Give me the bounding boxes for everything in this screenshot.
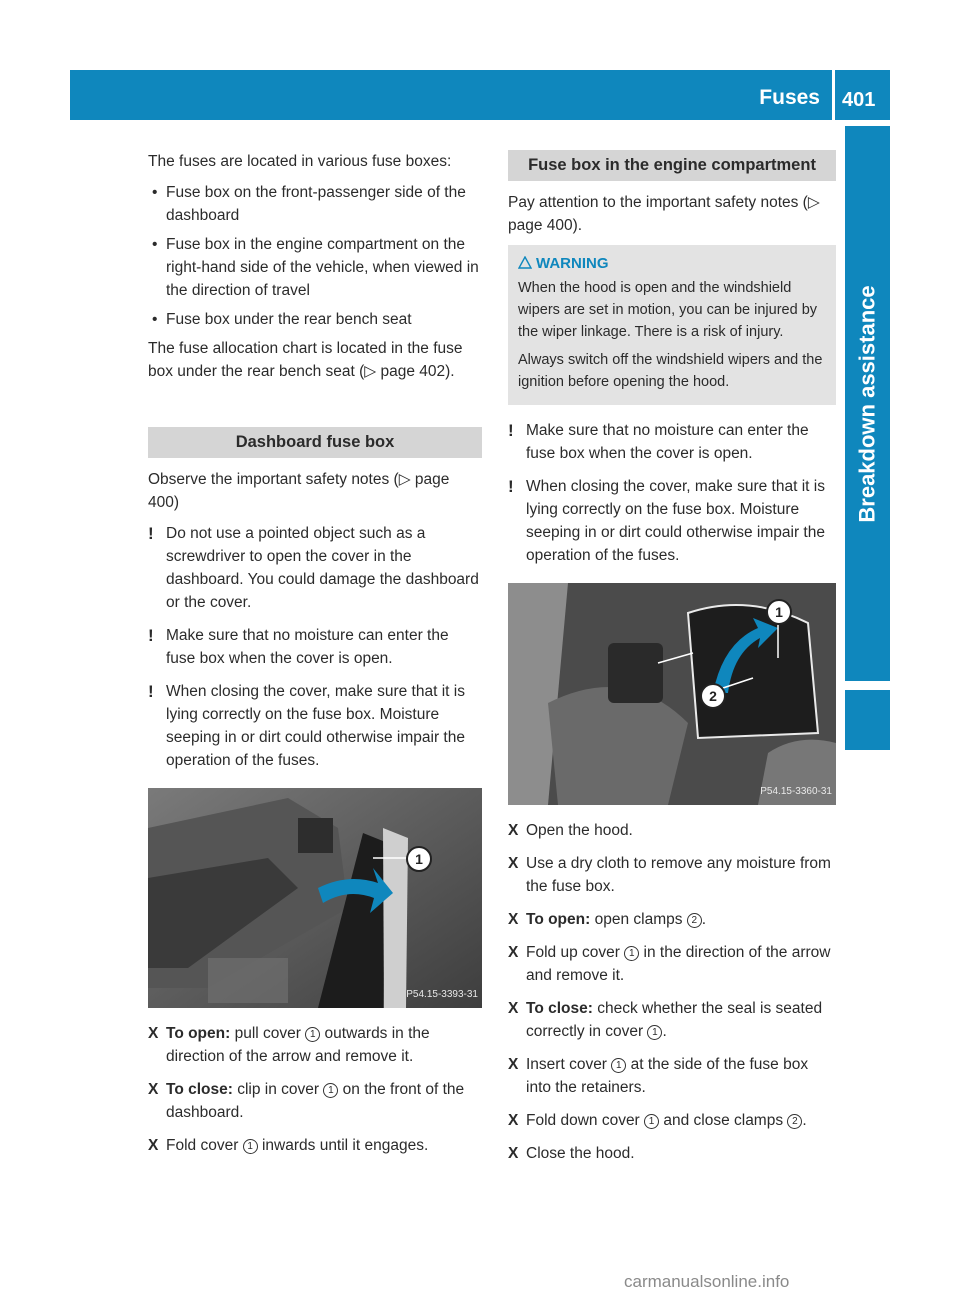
caution-note: [148, 624, 482, 670]
step-arrow-icon: X: [508, 1056, 519, 1073]
instruction-step: [148, 1078, 482, 1124]
right-column: [508, 150, 836, 1175]
instruction-step: [508, 997, 836, 1043]
section-heading-engine: Fuse box in the engine compartment: [508, 150, 836, 181]
caution-icon: !: [148, 626, 154, 645]
warning-heading: [518, 253, 828, 275]
caution-icon: !: [508, 421, 514, 440]
step-text: .: [662, 1023, 667, 1040]
step-text: open clamps: [590, 911, 687, 928]
step-arrow-icon: X: [148, 1081, 159, 1098]
side-tab-label-wrap: [845, 126, 890, 681]
safety-note: Observe the important safety notes (▷ page 400): [148, 471, 450, 511]
bullet-item: • Fuse box under the rear bench seat: [148, 308, 482, 331]
caution-icon: !: [148, 524, 154, 543]
step-text: Use a dry cloth to remove any moisture from the fuse box.: [526, 855, 831, 895]
step-arrow-icon: X: [508, 855, 519, 872]
step-text: check whether the seal is seated correctly in cover: [526, 1000, 823, 1040]
instruction-step: [508, 941, 836, 987]
step-arrow-icon: X: [148, 1025, 159, 1042]
step-arrow-icon: X: [148, 1137, 159, 1154]
step-text: Open the hood.: [526, 822, 633, 839]
bullet-item: • Fuse box on the front-passenger side of the dashboard: [148, 181, 482, 227]
callout-ref: 1: [647, 1025, 662, 1040]
step-label: To open:: [166, 1025, 231, 1042]
step-arrow-icon: X: [508, 944, 519, 961]
step-text: .: [802, 1112, 807, 1129]
step-arrow-icon: X: [508, 911, 519, 928]
instruction-step: [508, 1109, 836, 1132]
step-text: Close the hood.: [526, 1145, 635, 1162]
instruction-step: [148, 1022, 482, 1068]
instruction-step: [508, 1053, 836, 1099]
caution-icon: !: [148, 682, 154, 701]
safety-note: Pay attention to the important safety notes (▷ page 400).: [508, 194, 820, 234]
caution-note: [508, 419, 836, 465]
step-text: Insert cover: [526, 1056, 612, 1073]
step-arrow-icon: X: [508, 1000, 519, 1017]
callout-ref: 1: [305, 1027, 320, 1042]
instruction-step: [148, 1134, 482, 1157]
caution-note: [148, 522, 482, 614]
callout-ref: 1: [644, 1114, 659, 1129]
step-arrow-icon: X: [508, 822, 519, 839]
callout-ref: 2: [687, 913, 702, 928]
step-text: and close clamps: [659, 1112, 788, 1129]
dashboard-fuse-box-photo: [148, 788, 482, 1008]
step-label: To close:: [166, 1081, 233, 1098]
caution-text: When closing the cover, make sure that it is lying correctly on the fuse box. Moisture seeping in or dirt could otherwise impair the operation of the fuses.: [526, 478, 825, 564]
step-text: at the side of the fuse box into the retainers.: [526, 1056, 809, 1096]
warning-box: [508, 245, 836, 405]
caution-note: [508, 475, 836, 567]
warning-text: Always switch off the windshield wipers and the ignition before opening the hood.: [518, 352, 823, 390]
callout-ref: 1: [243, 1139, 258, 1154]
step-text: outwards in the direction of the arrow and remove it.: [166, 1025, 430, 1065]
caution-text: Make sure that no moisture can enter the fuse box when the cover is open.: [526, 422, 809, 462]
caution-text: Make sure that no moisture can enter the fuse box when the cover is open.: [166, 627, 449, 667]
caution-note: [148, 680, 482, 772]
warning-title: WARNING: [536, 255, 609, 272]
step-label: To close:: [526, 1000, 593, 1017]
callout-ref: 1: [323, 1083, 338, 1098]
callout-1: 1: [406, 846, 432, 872]
step-text: on the front of the dashboard.: [166, 1081, 465, 1121]
section-heading-dashboard: Dashboard fuse box: [148, 427, 482, 458]
dashboard-photo-illustration: [148, 788, 482, 1008]
callout-1: 1: [766, 599, 792, 625]
warning-text: When the hood is open and the windshield wipers are set in motion, you can be injured by the wiper linkage. There is a risk of injury.: [518, 280, 818, 340]
step-arrow-icon: X: [508, 1145, 519, 1162]
callout-ref: 1: [611, 1058, 626, 1073]
step-text: Fold down cover: [526, 1112, 645, 1129]
side-tab-label: Breakdown assistance: [854, 284, 880, 523]
instruction-step: [508, 908, 836, 931]
step-text: .: [701, 911, 707, 928]
step-text: Fold cover: [166, 1137, 243, 1154]
instruction-step: [508, 1142, 836, 1165]
instruction-step: [508, 819, 836, 842]
step-text: pull cover: [230, 1025, 306, 1042]
callout-ref: 2: [787, 1114, 802, 1129]
callout-ref: 1: [624, 946, 639, 961]
photo-code: P54.15-3360-31: [760, 786, 832, 797]
step-text: Fold up cover: [526, 944, 625, 961]
side-block: [845, 690, 890, 750]
step-text: inwards until it engages.: [257, 1137, 429, 1154]
caution-text: When closing the cover, make sure that it is lying correctly on the fuse box. Moisture seeping in or dirt could otherwise impair the operation of the fuses.: [166, 683, 465, 769]
step-label: To open:: [526, 911, 591, 928]
watermark: carmanualsonline.info: [624, 1272, 790, 1291]
instruction-step: [508, 852, 836, 898]
callout-2: 2: [700, 683, 726, 709]
page-title: Fuses: [759, 86, 820, 109]
page-number: 401: [842, 89, 876, 111]
chart-location-text: The fuse allocation chart is located in the fuse box under the rear bench seat (▷ page 402).: [148, 340, 463, 380]
caution-icon: !: [508, 477, 514, 496]
step-arrow-icon: X: [508, 1112, 519, 1129]
warning-triangle-icon: [518, 256, 532, 269]
photo-code: P54.15-3393-31: [406, 989, 478, 1000]
header-separator: [832, 70, 835, 120]
engine-fuse-box-photo: [508, 583, 836, 805]
bullet-item: • Fuse box in the engine compartment on the right-hand side of the vehicle, when viewed in the direction of travel: [148, 233, 482, 302]
intro-text: The fuses are located in various fuse boxes:: [148, 153, 452, 170]
step-text: in the direction of the arrow and remove it.: [526, 944, 831, 984]
caution-text: Do not use a pointed object such as a screwdriver to open the cover in the dashboard. You could damage the dashboard or the cover.: [166, 525, 479, 611]
left-column: [148, 150, 482, 1167]
step-text: clip in cover: [232, 1081, 324, 1098]
